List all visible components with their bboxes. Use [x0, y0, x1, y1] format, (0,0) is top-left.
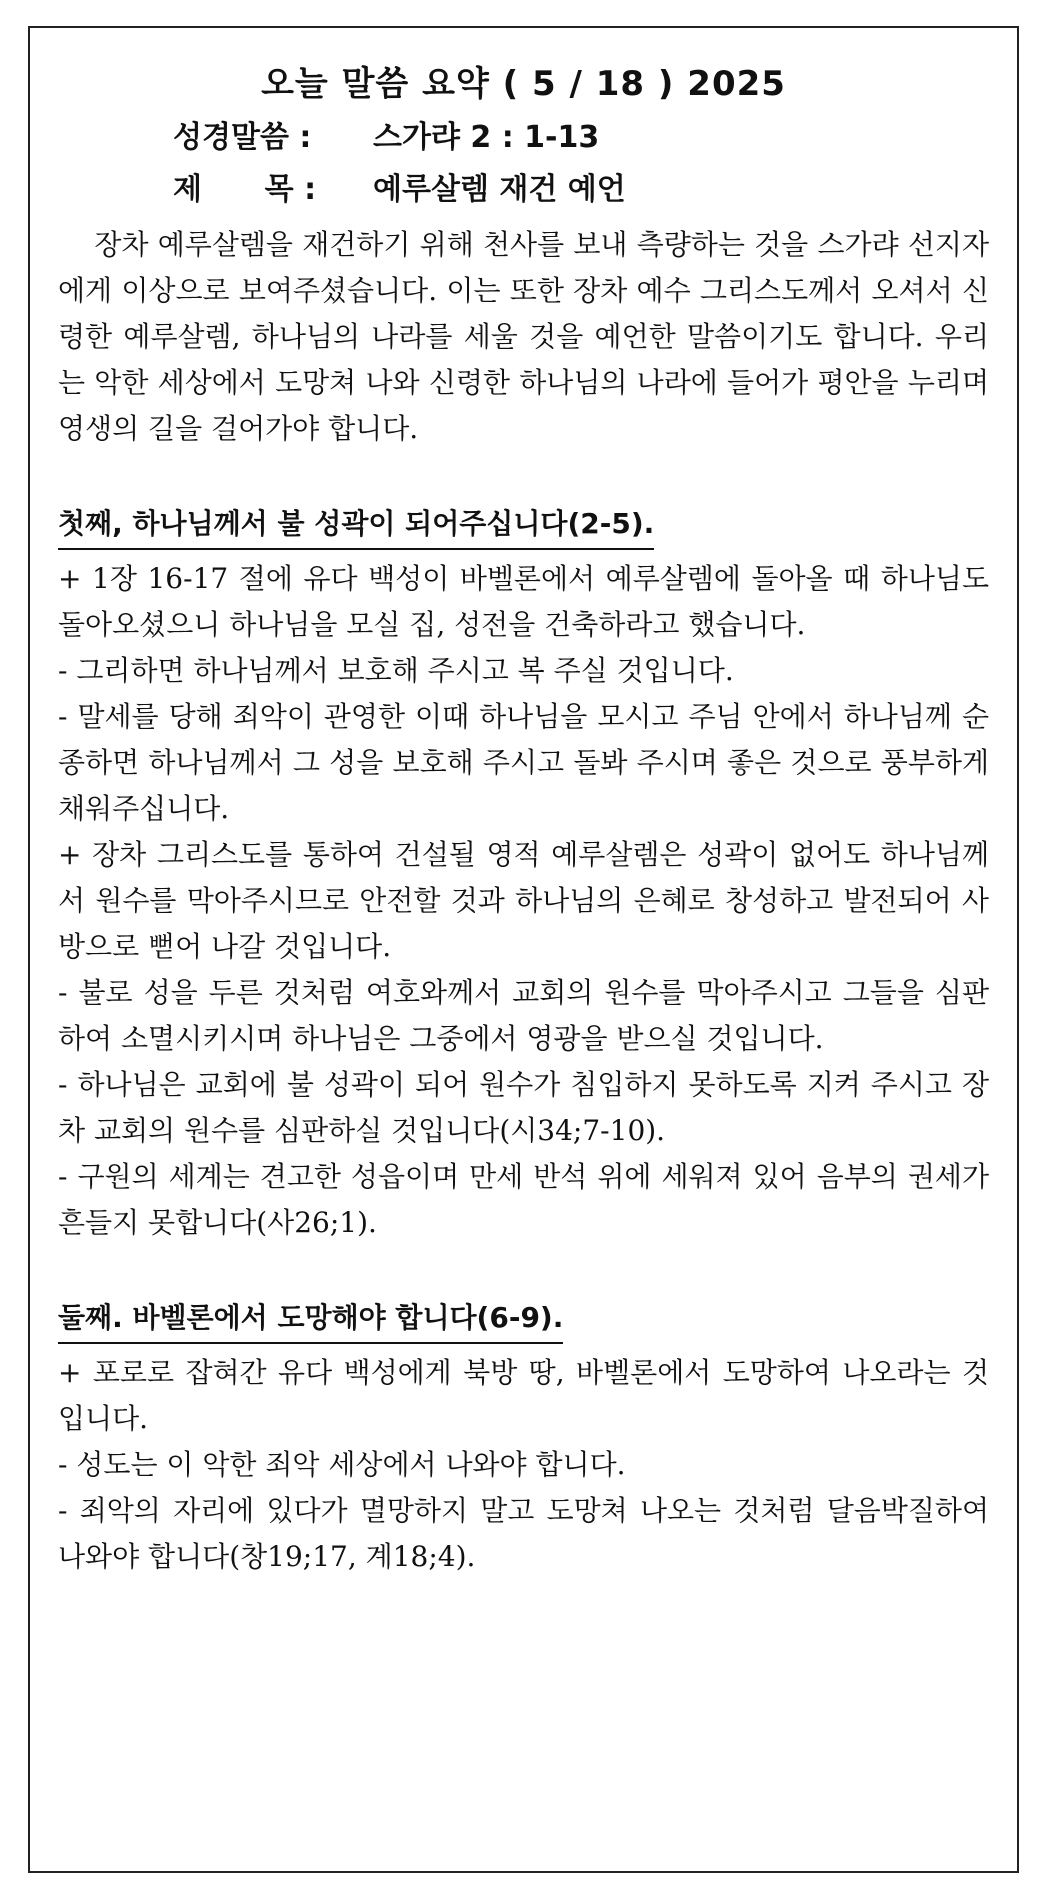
scripture-row	[173, 112, 989, 164]
sermon-meta	[173, 112, 989, 216]
section-items	[58, 556, 989, 1246]
list-item: - 그리하면 하나님께서 보호해 주시고 복 주실 것입니다.	[58, 654, 734, 687]
intro-paragraph: 장차 예루살렘을 재건하기 위해 천사를 보내 측량하는 것을 스가랴 선지자에게 이상으로 보여주셨습니다. 이는 또한 장차 예수 그리스도께서 오셔서 신령한 예루살렘, 하나님의 나라를 세울 것을 예언한 말씀이기도 합니다. 우리는 악한 세상에서 도망쳐 나와 신령한 하나님의 나라에 들어가 평안을 누리며 영생의 길을 걸어가야 합니다.	[58, 228, 990, 445]
list-item: - 하나님은 교회에 불 성곽이 되어 원수가 침입하지 못하도록 지켜 주시고 장차 교회의 원수를 심판하실 것입니다(시34;7-10).	[58, 1068, 989, 1147]
scripture-value: 스가랴 2 : 1-13	[373, 120, 600, 155]
list-item: + 포로로 잡혀간 유다 백성에게 북방 땅, 바벨론에서 도망하여 나오라는 것입니다.	[58, 1356, 989, 1435]
sermon-summary	[58, 56, 989, 1580]
list-item: + 1장 16-17 절에 유다 백성이 바벨론에서 예루살렘에 돌아올 때 하나님도 돌아오셨으니 하나님을 모실 집, 성전을 건축하라고 했습니다.	[58, 562, 989, 641]
list-item: - 성도는 이 악한 죄악 세상에서 나와야 합니다.	[58, 1448, 626, 1481]
section-first	[58, 502, 989, 1246]
list-item: - 죄악의 자리에 있다가 멸망하지 말고 도망쳐 나오는 것처럼 달음박질하여 나와야 합니다(창19;17, 계18;4).	[58, 1494, 989, 1573]
subject-value: 예루살렘 재건 예언	[373, 172, 626, 207]
list-item: - 구원의 세계는 견고한 성읍이며 만세 반석 위에 세워져 있어 음부의 권세가 흔들지 못합니다(사26;1).	[58, 1160, 989, 1239]
list-item: - 불로 성을 두른 것처럼 여호와께서 교회의 원수를 막아주시고 그들을 심판하여 소멸시키시며 하나님은 그중에서 영광을 받으실 것입니다.	[58, 976, 989, 1055]
scripture-label: 성경말씀 :	[173, 120, 312, 155]
subject-row	[173, 164, 989, 216]
page-frame	[28, 26, 1019, 1873]
page-title: 오늘 말씀 요약 ( 5 / 18 ) 2025	[261, 64, 786, 104]
section-second	[58, 1296, 989, 1580]
subject-label: 제 목 :	[173, 172, 317, 207]
section-heading: 첫째, 하나님께서 불 성곽이 되어주십니다(2-5).	[58, 502, 654, 550]
section-items	[58, 1350, 989, 1580]
list-item: + 장차 그리스도를 통하여 건설될 영적 예루살렘은 성곽이 없어도 하나님께서 원수를 막아주시므로 안전할 것과 하나님의 은혜로 창성하고 발전되어 사방으로 뻗어 나갈 것입니다.	[58, 838, 989, 963]
section-heading: 둘째. 바벨론에서 도망해야 합니다(6-9).	[58, 1296, 563, 1344]
list-item: - 말세를 당해 죄악이 관영한 이때 하나님을 모시고 주님 안에서 하나님께 순종하면 하나님께서 그 성을 보호해 주시고 돌봐 주시며 좋은 것으로 풍부하게 채워주십니다.	[58, 700, 989, 825]
